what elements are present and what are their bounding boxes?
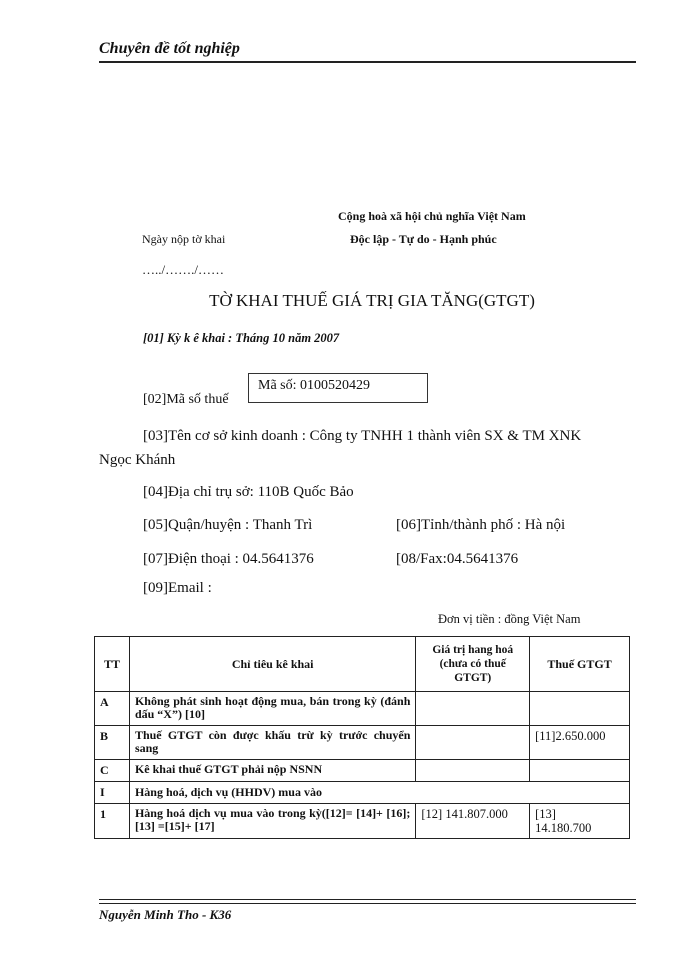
table-row	[95, 804, 630, 839]
tax-code-box: Mã số: 0100520429	[248, 373, 428, 403]
row-value	[416, 692, 530, 726]
fax-field: [08/Fax:04.5641376	[396, 551, 519, 567]
row-tax	[530, 692, 630, 726]
row-tax	[530, 760, 630, 782]
currency-unit: Đơn vị tiền : đồng Việt Nam	[438, 612, 581, 626]
footer-divider-thin	[99, 903, 636, 904]
row-tax-amount: 14.180.700	[535, 821, 592, 835]
row-tt: 1	[95, 804, 130, 839]
phone-field: [07]Điện thoại : 04.5641376	[143, 551, 314, 567]
declaration-period: [01] Kỳ k ê khai : Tháng 10 năm 2007	[143, 331, 340, 345]
row-tax: [11]2.650.000	[530, 726, 630, 760]
province-field: [06]Tỉnh/thành phố : Hà nội	[396, 517, 566, 533]
declaration-table	[94, 636, 630, 839]
email-field: [09]Email :	[143, 580, 212, 596]
row-tax	[530, 804, 630, 839]
row-tt: I	[95, 782, 130, 804]
row-desc: Không phát sinh hoạt động mua, bán trong kỳ (đánh dấu “X”) [10]	[129, 692, 415, 726]
column-header-value: Giá trị hang hoá (chưa có thuế GTGT)	[416, 637, 530, 692]
footer-author: Nguyễn Minh Tho - K36	[99, 907, 232, 922]
row-desc: Hàng hoá, dịch vụ (HHDV) mua vào	[129, 782, 629, 804]
business-name-line2: Ngọc Khánh	[99, 452, 176, 468]
table-row	[95, 726, 630, 760]
table-row	[95, 760, 630, 782]
table-row	[95, 782, 630, 804]
column-header-item: Chỉ tiêu kê khai	[129, 637, 415, 692]
column-header-tax: Thuế GTGT	[530, 637, 630, 692]
row-value: [12] 141.807.000	[416, 804, 530, 839]
submission-date-label: Ngày nộp tờ khai	[142, 232, 226, 246]
header-divider	[99, 61, 636, 63]
business-address: [04]Địa chỉ trụ sở: 110B Quốc Bảo	[143, 484, 354, 500]
district-field: [05]Quận/huyện : Thanh Trì	[143, 517, 313, 533]
row-desc: Kê khai thuế GTGT phải nộp NSNN	[129, 760, 415, 782]
row-value	[416, 726, 530, 760]
row-tt: A	[95, 692, 130, 726]
row-value	[416, 760, 530, 782]
submission-date-placeholder: …../……./……	[142, 262, 224, 277]
business-name-line1: [03]Tên cơ sở kinh doanh : Công ty TNHH 1 thành viên SX & TM XNK	[143, 428, 582, 444]
row-tt: B	[95, 726, 130, 760]
header-title: Chuyên đề tốt nghiệp	[99, 40, 240, 57]
table-header-row	[95, 637, 630, 692]
footer-divider	[99, 899, 636, 900]
row-tt: C	[95, 760, 130, 782]
row-desc: Hàng hoá dịch vụ mua vào trong kỳ([12]= [14]+ [16]; [13] =[15]+ [17]	[129, 804, 415, 839]
table-row	[95, 692, 630, 726]
tax-code-label: [02]Mã số thuế	[143, 392, 229, 407]
country-name: Cộng hoà xã hội chủ nghĩa Việt Nam	[338, 209, 526, 223]
row-tax-code: [13]	[535, 807, 556, 821]
form-title: TỜ KHAI THUẾ GIÁ TRỊ GIA TĂNG(GTGT)	[209, 291, 535, 310]
row-desc: Thuế GTGT còn được khấu trừ kỳ trước chuyển sang	[129, 726, 415, 760]
national-motto: Độc lập - Tự do - Hạnh phúc	[350, 232, 497, 246]
column-header-tt: TT	[95, 637, 130, 692]
